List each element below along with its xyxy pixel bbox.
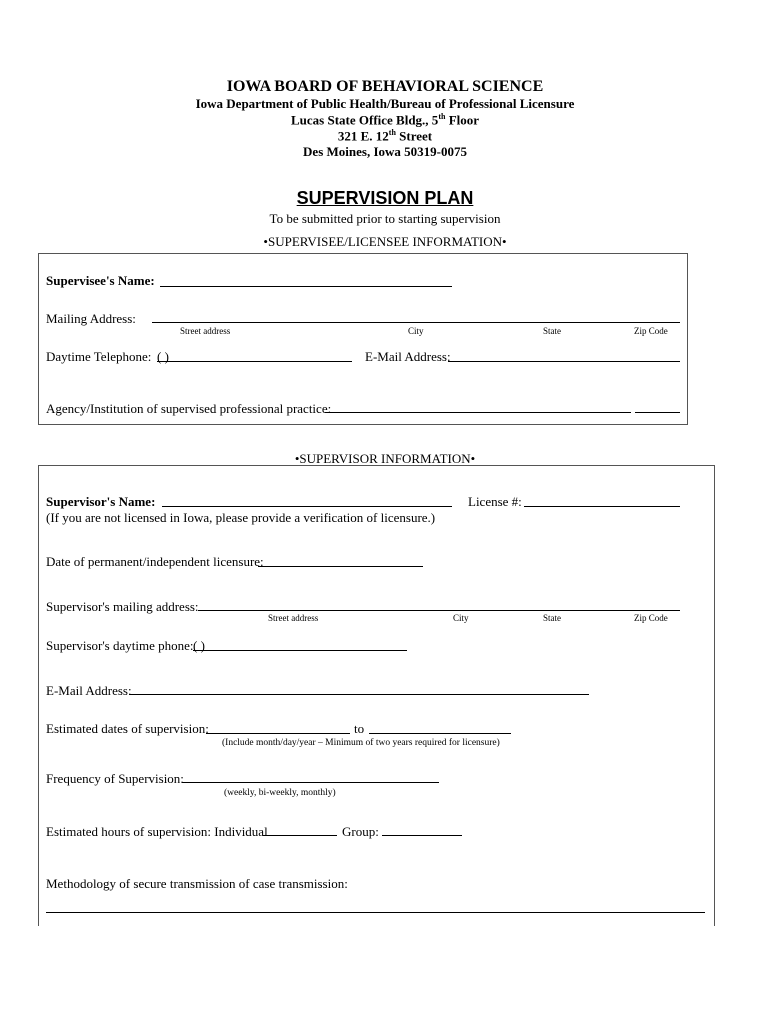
supervision-frequency-label: Frequency of Supervision: <box>46 771 184 786</box>
page-title: SUPERVISION PLAN <box>296 188 474 208</box>
street-line: 321 E. 12th Street <box>337 128 433 144</box>
supervisor-phone-label: Supervisor's daytime phone: <box>46 638 194 653</box>
supervisor-mailing-field[interactable] <box>198 610 680 611</box>
supervisor-license-field[interactable] <box>524 506 680 507</box>
supervision-hours-label: Estimated hours of supervision: Individual <box>46 824 268 839</box>
transmission-method-label: Methodology of secure transmission of case transmission: <box>46 876 348 891</box>
supervisor-email-field[interactable] <box>129 694 589 695</box>
supervision-dates-note: (Include month/day/year – Minimum of two years required for licensure) <box>222 738 500 748</box>
supervisee-mailing-field[interactable] <box>152 322 680 323</box>
supervisor-addr-street-caption: Street address <box>268 613 319 623</box>
supervisee-addr-city-caption: City <box>408 326 424 336</box>
supervisor-phone-paren: ( ) <box>193 638 205 653</box>
dept-line: Iowa Department of Public Health/Bureau of Professional Licensure <box>195 96 575 111</box>
supervisee-addr-street-caption: Street address <box>180 326 231 336</box>
supervisee-agency-field[interactable] <box>325 412 631 413</box>
supervisee-addr-zip-caption: Zip Code <box>634 326 668 336</box>
supervision-frequency-note: (weekly, bi-weekly, monthly) <box>224 788 336 798</box>
supervisee-agency-label: Agency/Institution of supervised professional practice: <box>46 401 332 416</box>
supervisor-license-label: License #: <box>468 494 522 509</box>
supervisee-agency-field-2[interactable] <box>635 412 680 413</box>
supervisor-section-heading: •SUPERVISOR INFORMATION• <box>294 451 476 466</box>
supervisee-phone-label: Daytime Telephone: <box>46 349 152 364</box>
supervision-hours-individual-field[interactable] <box>263 835 337 836</box>
supervisee-phone-paren: ( ) <box>157 349 169 364</box>
supervision-frequency-field[interactable] <box>182 782 439 783</box>
supervisee-email-field[interactable] <box>448 361 680 362</box>
supervisee-name-label: Supervisee's Name: <box>46 273 155 288</box>
supervisee-addr-state-caption: State <box>543 326 561 336</box>
supervisor-email-label: E-Mail Address: <box>46 683 132 698</box>
supervision-dates-to: to <box>354 721 365 736</box>
supervisor-name-field[interactable] <box>162 506 452 507</box>
supervision-start-date-field[interactable] <box>206 733 350 734</box>
supervision-end-date-field[interactable] <box>369 733 511 734</box>
supervision-dates-label: Estimated dates of supervision: <box>46 721 209 736</box>
supervisor-addr-state-caption: State <box>543 613 561 623</box>
supervisee-name-field[interactable] <box>160 286 452 287</box>
supervisee-phone-field[interactable] <box>157 361 352 362</box>
city-line: Des Moines, Iowa 50319-0075 <box>303 144 467 159</box>
page-subtitle: To be submitted prior to starting supervision <box>269 211 501 226</box>
supervisor-addr-zip-caption: Zip Code <box>634 613 668 623</box>
supervisor-licensure-note: (If you are not licensed in Iowa, please provide a verification of licensure.) <box>46 510 436 525</box>
supervisor-addr-city-caption: City <box>453 613 469 623</box>
supervisor-phone-field[interactable] <box>193 650 407 651</box>
supervisee-email-label: E-Mail Address: <box>365 349 451 364</box>
supervision-hours-group-field[interactable] <box>382 835 462 836</box>
supervisor-date-label: Date of permanent/independent licensure: <box>46 554 264 569</box>
supervision-hours-group-label: Group: <box>342 824 379 839</box>
supervisee-mailing-label: Mailing Address: <box>46 311 136 326</box>
supervisor-box <box>38 465 715 926</box>
transmission-method-field[interactable] <box>46 912 705 913</box>
supervisor-date-field[interactable] <box>258 566 423 567</box>
org-title: IOWA BOARD OF BEHAVIORAL SCIENCE <box>226 78 544 95</box>
building-line: Lucas State Office Bldg., 5th Floor <box>290 112 480 128</box>
supervisor-mailing-label: Supervisor's mailing address: <box>46 599 199 614</box>
supervisor-name-label: Supervisor's Name: <box>46 494 156 509</box>
supervisee-section-heading: •SUPERVISEE/LICENSEE INFORMATION• <box>263 234 507 249</box>
